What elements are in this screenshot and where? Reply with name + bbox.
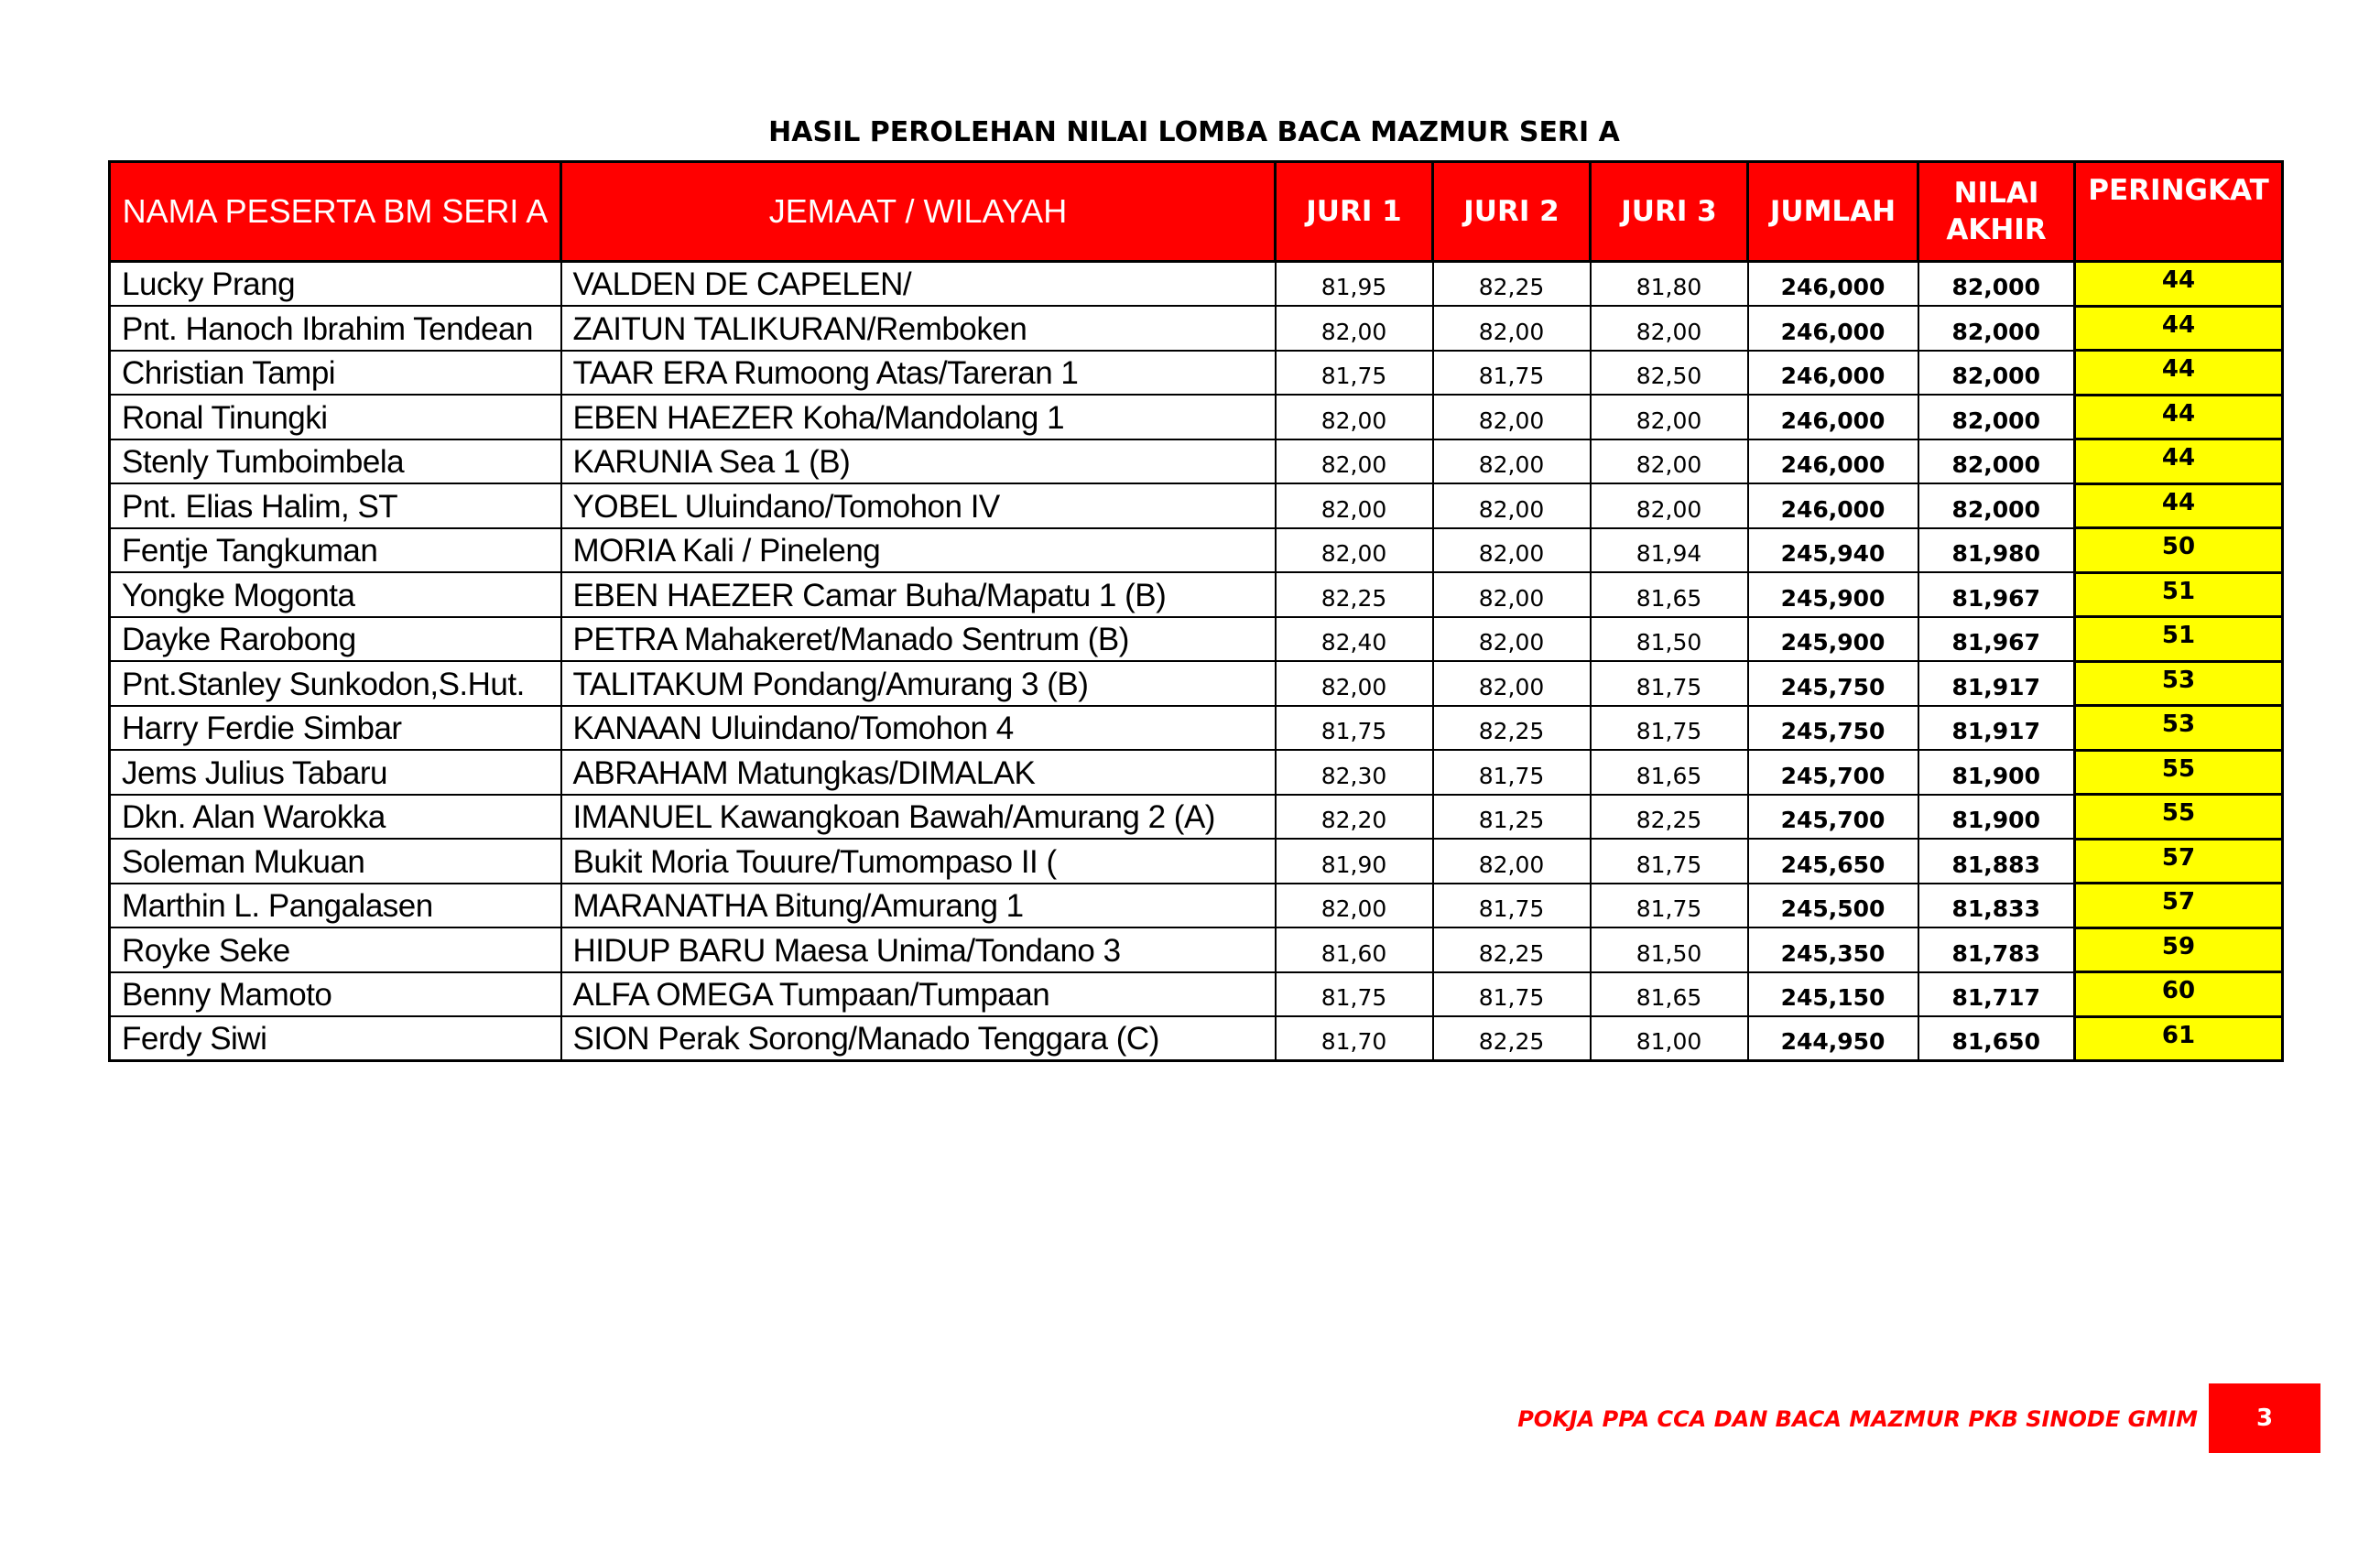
cell-peringkat: 53 (2075, 706, 2283, 751)
cell-jumlah: 245,940 (1748, 528, 1918, 573)
cell-church: EBEN HAEZER Koha/Mandolang 1 (561, 395, 1276, 439)
cell-jumlah: 245,700 (1748, 750, 1918, 795)
page-number: 3 (2209, 1383, 2320, 1453)
cell-name: Lucky Prang (110, 262, 561, 307)
cell-juri1: 82,40 (1276, 617, 1433, 662)
cell-church: ZAITUN TALIKURAN/Remboken (561, 306, 1276, 351)
cell-juri1: 81,60 (1276, 927, 1433, 972)
cell-jumlah: 245,750 (1748, 661, 1918, 706)
table-row (110, 661, 2283, 706)
cell-peringkat: 50 (2075, 528, 2283, 573)
table-row (110, 927, 2283, 972)
cell-jumlah: 246,000 (1748, 351, 1918, 396)
cell-church: KARUNIA Sea 1 (B) (561, 439, 1276, 484)
cell-nilai-akhir: 82,000 (1918, 483, 2075, 528)
cell-church: EBEN HAEZER Camar Buha/Mapatu 1 (B) (561, 572, 1276, 617)
cell-nilai-akhir: 81,917 (1918, 661, 2075, 706)
cell-jumlah: 246,000 (1748, 306, 1918, 351)
cell-juri1: 82,00 (1276, 528, 1433, 573)
table-row (110, 795, 2283, 840)
cell-peringkat: 44 (2075, 262, 2283, 307)
cell-juri3: 81,50 (1591, 617, 1748, 662)
table-row (110, 884, 2283, 928)
cell-name: Soleman Mukuan (110, 839, 561, 884)
cell-juri1: 82,30 (1276, 750, 1433, 795)
cell-nilai-akhir: 82,000 (1918, 306, 2075, 351)
cell-juri3: 81,65 (1591, 750, 1748, 795)
cell-peringkat: 57 (2075, 884, 2283, 928)
cell-jumlah: 245,650 (1748, 839, 1918, 884)
header-church: JEMAAT / WILAYAH (561, 162, 1276, 262)
cell-name: Pnt. Hanoch Ibrahim Tendean (110, 306, 561, 351)
cell-church: KANAAN Uluindano/Tomohon 4 (561, 706, 1276, 751)
table-row (110, 395, 2283, 439)
cell-juri1: 82,20 (1276, 795, 1433, 840)
cell-church: PETRA Mahakeret/Manado Sentrum (B) (561, 617, 1276, 662)
cell-juri2: 82,00 (1433, 483, 1591, 528)
cell-name: Harry Ferdie Simbar (110, 706, 561, 751)
cell-church: ABRAHAM Matungkas/DIMALAK (561, 750, 1276, 795)
cell-peringkat: 44 (2075, 395, 2283, 439)
header-nilai-akhir-line2: AKHIR (1946, 213, 2047, 246)
page-title: HASIL PEROLEHAN NILAI LOMBA BACA MAZMUR SERI A (768, 116, 1620, 148)
cell-name: Jems Julius Tabaru (110, 750, 561, 795)
cell-juri2: 82,00 (1433, 617, 1591, 662)
cell-church: Bukit Moria Touure/Tumompaso II ( (561, 839, 1276, 884)
table-header-row (110, 162, 2283, 262)
cell-juri3: 82,00 (1591, 395, 1748, 439)
cell-juri3: 81,50 (1591, 927, 1748, 972)
cell-juri3: 82,25 (1591, 795, 1748, 840)
cell-jumlah: 246,000 (1748, 439, 1918, 484)
cell-name: Fentje Tangkuman (110, 528, 561, 573)
cell-juri1: 82,00 (1276, 661, 1433, 706)
cell-juri2: 81,75 (1433, 351, 1591, 396)
table-row (110, 972, 2283, 1017)
header-nilai-akhir (1918, 162, 2075, 262)
cell-name: Royke Seke (110, 927, 561, 972)
cell-name: Ferdy Siwi (110, 1016, 561, 1061)
cell-peringkat: 44 (2075, 306, 2283, 351)
results-table (108, 160, 2284, 1062)
cell-juri3: 81,65 (1591, 572, 1748, 617)
table-row (110, 706, 2283, 751)
cell-juri2: 82,00 (1433, 528, 1591, 573)
cell-nilai-akhir: 81,967 (1918, 617, 2075, 662)
table-row (110, 351, 2283, 396)
cell-church: TALITAKUM Pondang/Amurang 3 (B) (561, 661, 1276, 706)
cell-name: Christian Tampi (110, 351, 561, 396)
cell-name: Dkn. Alan Warokka (110, 795, 561, 840)
cell-jumlah: 246,000 (1748, 395, 1918, 439)
cell-juri2: 82,00 (1433, 839, 1591, 884)
cell-church: ALFA OMEGA Tumpaan/Tumpaan (561, 972, 1276, 1017)
cell-peringkat: 51 (2075, 617, 2283, 662)
cell-church: SION Perak Sorong/Manado Tenggara (C) (561, 1016, 1276, 1061)
cell-nilai-akhir: 81,917 (1918, 706, 2075, 751)
cell-juri2: 82,25 (1433, 706, 1591, 751)
cell-nilai-akhir: 81,900 (1918, 750, 2075, 795)
cell-juri3: 81,75 (1591, 884, 1748, 928)
header-juri3: JURI 3 (1591, 162, 1748, 262)
cell-juri1: 82,00 (1276, 439, 1433, 484)
cell-juri2: 82,25 (1433, 927, 1591, 972)
cell-juri3: 81,75 (1591, 661, 1748, 706)
cell-church: YOBEL Uluindano/Tomohon IV (561, 483, 1276, 528)
cell-name: Benny Mamoto (110, 972, 561, 1017)
cell-church: HIDUP BARU Maesa Unima/Tondano 3 (561, 927, 1276, 972)
header-name: NAMA PESERTA BM SERI A (110, 162, 561, 262)
cell-juri2: 82,00 (1433, 439, 1591, 484)
cell-nilai-akhir: 82,000 (1918, 395, 2075, 439)
table-row (110, 572, 2283, 617)
cell-juri1: 82,00 (1276, 395, 1433, 439)
table-row (110, 1016, 2283, 1061)
cell-name: Pnt.Stanley Sunkodon,S.Hut. (110, 661, 561, 706)
cell-peringkat: 55 (2075, 750, 2283, 795)
table-body (110, 262, 2283, 1061)
cell-juri2: 81,75 (1433, 972, 1591, 1017)
cell-juri3: 82,00 (1591, 306, 1748, 351)
cell-juri3: 81,94 (1591, 528, 1748, 573)
cell-juri1: 81,75 (1276, 351, 1433, 396)
header-jumlah: JUMLAH (1748, 162, 1918, 262)
cell-nilai-akhir: 81,883 (1918, 839, 2075, 884)
cell-nilai-akhir: 82,000 (1918, 351, 2075, 396)
cell-juri2: 81,75 (1433, 750, 1591, 795)
cell-juri2: 82,25 (1433, 262, 1591, 307)
cell-name: Dayke Rarobong (110, 617, 561, 662)
cell-juri2: 81,25 (1433, 795, 1591, 840)
cell-church: MARANATHA Bitung/Amurang 1 (561, 884, 1276, 928)
cell-juri1: 81,75 (1276, 706, 1433, 751)
cell-juri3: 82,50 (1591, 351, 1748, 396)
cell-juri3: 81,00 (1591, 1016, 1748, 1061)
cell-jumlah: 245,150 (1748, 972, 1918, 1017)
cell-juri3: 81,75 (1591, 839, 1748, 884)
cell-nilai-akhir: 81,833 (1918, 884, 2075, 928)
cell-juri3: 82,00 (1591, 439, 1748, 484)
cell-juri2: 82,00 (1433, 661, 1591, 706)
cell-nilai-akhir: 82,000 (1918, 439, 2075, 484)
cell-jumlah: 246,000 (1748, 262, 1918, 307)
cell-juri3: 81,65 (1591, 972, 1748, 1017)
cell-juri1: 81,75 (1276, 972, 1433, 1017)
cell-church: TAAR ERA Rumoong Atas/Tareran 1 (561, 351, 1276, 396)
cell-nilai-akhir: 81,650 (1918, 1016, 2075, 1061)
cell-jumlah: 245,750 (1748, 706, 1918, 751)
cell-jumlah: 245,900 (1748, 617, 1918, 662)
table-row (110, 839, 2283, 884)
cell-name: Stenly Tumboimbela (110, 439, 561, 484)
cell-juri3: 81,80 (1591, 262, 1748, 307)
cell-peringkat: 44 (2075, 439, 2283, 484)
table-row (110, 750, 2283, 795)
table-row (110, 483, 2283, 528)
cell-juri2: 81,75 (1433, 884, 1591, 928)
cell-nilai-akhir: 81,783 (1918, 927, 2075, 972)
cell-juri2: 82,25 (1433, 1016, 1591, 1061)
header-juri2: JURI 2 (1433, 162, 1591, 262)
cell-nilai-akhir: 82,000 (1918, 262, 2075, 307)
cell-peringkat: 57 (2075, 839, 2283, 884)
cell-jumlah: 245,900 (1748, 572, 1918, 617)
cell-jumlah: 245,350 (1748, 927, 1918, 972)
cell-peringkat: 44 (2075, 483, 2283, 528)
table-row (110, 262, 2283, 307)
cell-juri1: 81,70 (1276, 1016, 1433, 1061)
cell-name: Ronal Tinungki (110, 395, 561, 439)
cell-juri2: 82,00 (1433, 306, 1591, 351)
cell-church: VALDEN DE CAPELEN/ (561, 262, 1276, 307)
table-row (110, 528, 2283, 573)
table-row (110, 439, 2283, 484)
cell-nilai-akhir: 81,900 (1918, 795, 2075, 840)
cell-juri2: 82,00 (1433, 572, 1591, 617)
cell-juri1: 81,95 (1276, 262, 1433, 307)
header-juri1: JURI 1 (1276, 162, 1433, 262)
cell-nilai-akhir: 81,717 (1918, 972, 2075, 1017)
header-peringkat: PERINGKAT (2075, 162, 2283, 262)
cell-juri1: 82,25 (1276, 572, 1433, 617)
cell-name: Marthin L. Pangalasen (110, 884, 561, 928)
cell-juri1: 81,90 (1276, 839, 1433, 884)
cell-juri1: 82,00 (1276, 884, 1433, 928)
cell-juri2: 82,00 (1433, 395, 1591, 439)
cell-peringkat: 60 (2075, 972, 2283, 1017)
cell-peringkat: 61 (2075, 1016, 2283, 1061)
cell-peringkat: 59 (2075, 927, 2283, 972)
cell-peringkat: 55 (2075, 795, 2283, 840)
footer-text: POKJA PPA CCA DAN BACA MAZMUR PKB SINODE GMIM (1517, 1406, 2198, 1432)
cell-church: MORIA Kali / Pineleng (561, 528, 1276, 573)
cell-nilai-akhir: 81,967 (1918, 572, 2075, 617)
cell-name: Yongke Mogonta (110, 572, 561, 617)
cell-jumlah: 246,000 (1748, 483, 1918, 528)
table-row (110, 306, 2283, 351)
cell-jumlah: 245,500 (1748, 884, 1918, 928)
cell-juri1: 82,00 (1276, 483, 1433, 528)
cell-juri3: 81,75 (1591, 706, 1748, 751)
cell-peringkat: 53 (2075, 661, 2283, 706)
cell-name: Pnt. Elias Halim, ST (110, 483, 561, 528)
cell-juri1: 82,00 (1276, 306, 1433, 351)
cell-nilai-akhir: 81,980 (1918, 528, 2075, 573)
cell-jumlah: 245,700 (1748, 795, 1918, 840)
cell-juri3: 82,00 (1591, 483, 1748, 528)
header-nilai-akhir-line1: NILAI (1953, 177, 2039, 210)
cell-peringkat: 44 (2075, 351, 2283, 396)
cell-jumlah: 244,950 (1748, 1016, 1918, 1061)
table-row (110, 617, 2283, 662)
cell-church: IMANUEL Kawangkoan Bawah/Amurang 2 (A) (561, 795, 1276, 840)
cell-peringkat: 51 (2075, 572, 2283, 617)
